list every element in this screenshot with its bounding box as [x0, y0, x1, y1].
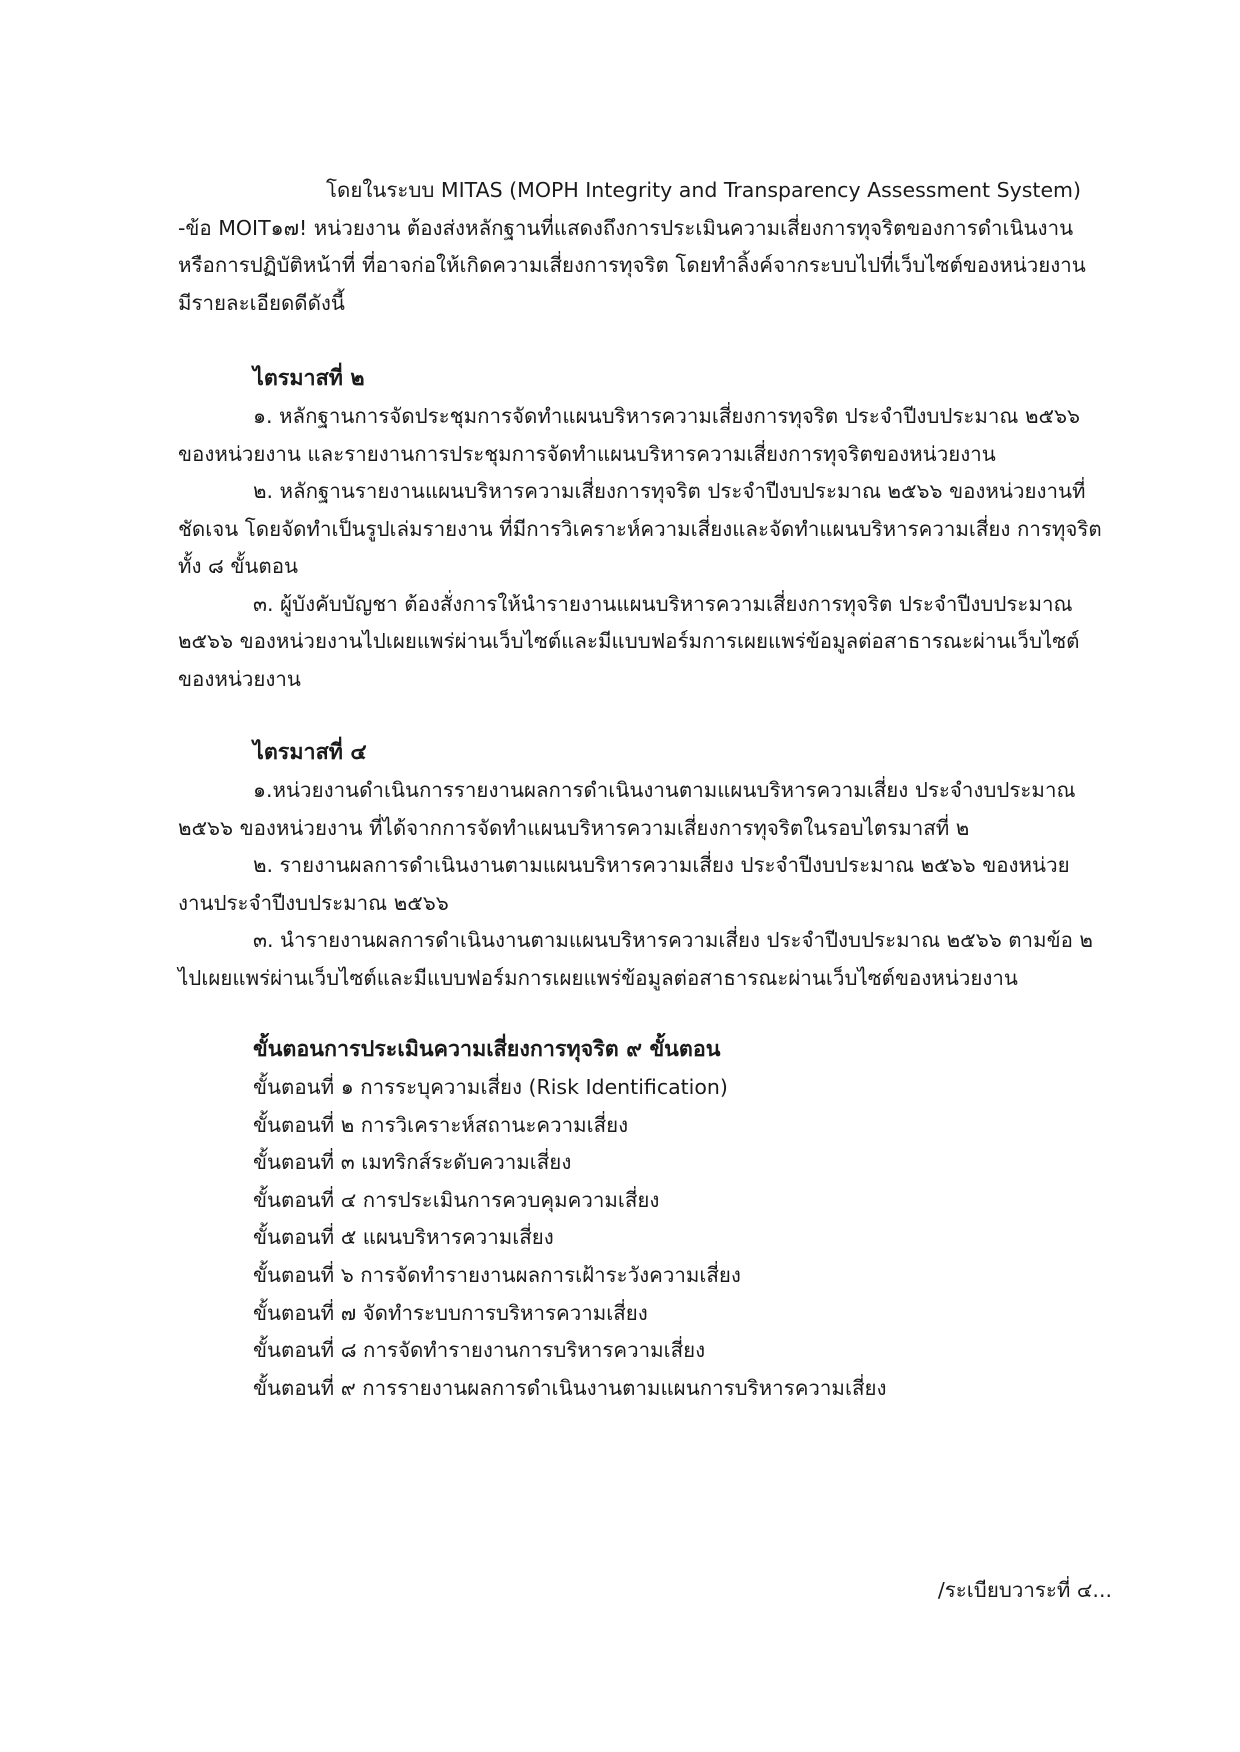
- step-item-5: ขั้นตอนที่ ๕ แผนบริหารความเสี่ยง: [253, 1225, 554, 1250]
- steps-list: [178, 1069, 1103, 1407]
- step-item-6: ขั้นตอนที่ ๖ การจัดทำรายงานผลการเฝ้าระวังความเสี่ยง: [253, 1262, 741, 1287]
- steps-heading: ขั้นตอนการประเมินความเสี่ยงการทุจริต ๙ ขั้นตอน: [253, 1037, 721, 1062]
- step-item-8: ขั้นตอนที่ ๘ การจัดทำรายงานการบริหารความเสี่ยง: [253, 1338, 706, 1363]
- step-item-2: ขั้นตอนที่ ๒ การวิเคราะห์สถานะความเสี่ยง: [253, 1112, 629, 1137]
- quarter-4-item-2: ๒. รายงานผลการดำเนินงานตามแผนบริหารความเสี่ยง ประจำปีงบประมาณ ๒๕๖๖ ของหน่วยงานประจำปีงบประมาณ ๒๕๖๖: [178, 853, 1070, 915]
- quarter-2-item-2: ๒. หลักฐานรายงานแผนบริหารความเสี่ยงการทุจริต ประจำปีงบประมาณ ๒๕๖๖ ของหน่วยงานที่ชัดเจน โดยจัดทำเป็นรูปเล่มรายงาน ที่มีการวิเคราะห์ความเสี่ยงและจัดทำแผนบริหารความเสี่ยง การทุจริตทั้ง ๘ ขั้นตอน: [178, 479, 1102, 578]
- quarter-2-item-3: ๓. ผู้บังคับบัญชา ต้องสั่งการให้นำรายงานแผนบริหารความเสี่ยงการทุจริต ประจำปีงบประมาณ ๒๕๖๖ ของหน่วยงานไปเผยแพร่ผ่านเว็บไซต์และมีแบบฟอร์มการเผยแพร่ข้อมูลต่อสาธารณะผ่านเว็บไซต์ของหน่วยงาน: [178, 591, 1080, 691]
- next-page-reference: /ระเบียบวาระที่ ๔...: [937, 1578, 1112, 1602]
- step-item-1: ขั้นตอนที่ ๑ การระบุความเสี่ยง (Risk Identification): [253, 1075, 728, 1099]
- step-item-7: ขั้นตอนที่ ๗ จัดทำระบบการบริหารความเสี่ยง: [253, 1300, 648, 1325]
- quarter-2-item-1: ๑. หลักฐานการจัดประชุมการจัดทำแผนบริหารความเสี่ยงการทุจริต ประจำปีงบประมาณ ๒๕๖๖ ของหน่วยงาน และรายงานการประชุมการจัดทำแผนบริหารความเสี่ยงการทุจริตของหน่วยงาน: [178, 404, 1080, 466]
- quarter-4-heading: ไตรมาสที่ ๔: [253, 740, 367, 765]
- step-item-9: ขั้นตอนที่ ๙ การรายงานผลการดำเนินงานตามแผนการบริหารความเสี่ยง: [253, 1375, 887, 1400]
- quarter-2-heading: ไตรมาสที่ ๒: [253, 366, 365, 391]
- quarter-4-item-3: ๓. นำรายงานผลการดำเนินงานตามแผนบริหารความเสี่ยง ประจำปีงบประมาณ ๒๕๖๖ ตามข้อ ๒ ไปเผยแพร่ผ่านเว็บไซต์และมีแบบฟอร์มการเผยแพร่ข้อมูลต่อสาธารณะผ่านเว็บไซต์ของหน่วยงาน: [178, 928, 1093, 990]
- quarter-4-item-1: ๑.หน่วยงานดำเนินการรายงานผลการดำเนินงานตามแผนบริหารความเสี่ยง ประจำงบประมาณ ๒๕๖๖ ของหน่วยงาน ที่ได้จากการจัดทำแผนบริหารความเสี่ยงการทุจริตในรอบไตรมาสที่ ๒: [178, 778, 1076, 840]
- document-body: [178, 172, 1103, 1407]
- step-item-3: ขั้นตอนที่ ๓ เมทริกส์ระดับความเสี่ยง: [253, 1150, 572, 1175]
- step-item-4: ขั้นตอนที่ ๔ การประเมินการควบคุมความเสี่ยง: [253, 1187, 660, 1212]
- intro-paragraph: โดยในระบบ MITAS (MOPH Integrity and Transparency Assessment System) -ข้อ MOIT๑๗! หน่วยงาน ต้องส่งหลักฐานที่แสดงถึงการประเมินความเสี่ยงการทุจริตของการดำเนินงานหรือการปฏิบัติหน้าที่ ที่อาจก่อให้เกิดความเสี่ยงการทุจริต โดยทำลิ้งค์จากระบบไปที่เว็บไซต์ของหน่วยงาน มีรายละเอียดดีดังนี้: [178, 178, 1086, 315]
